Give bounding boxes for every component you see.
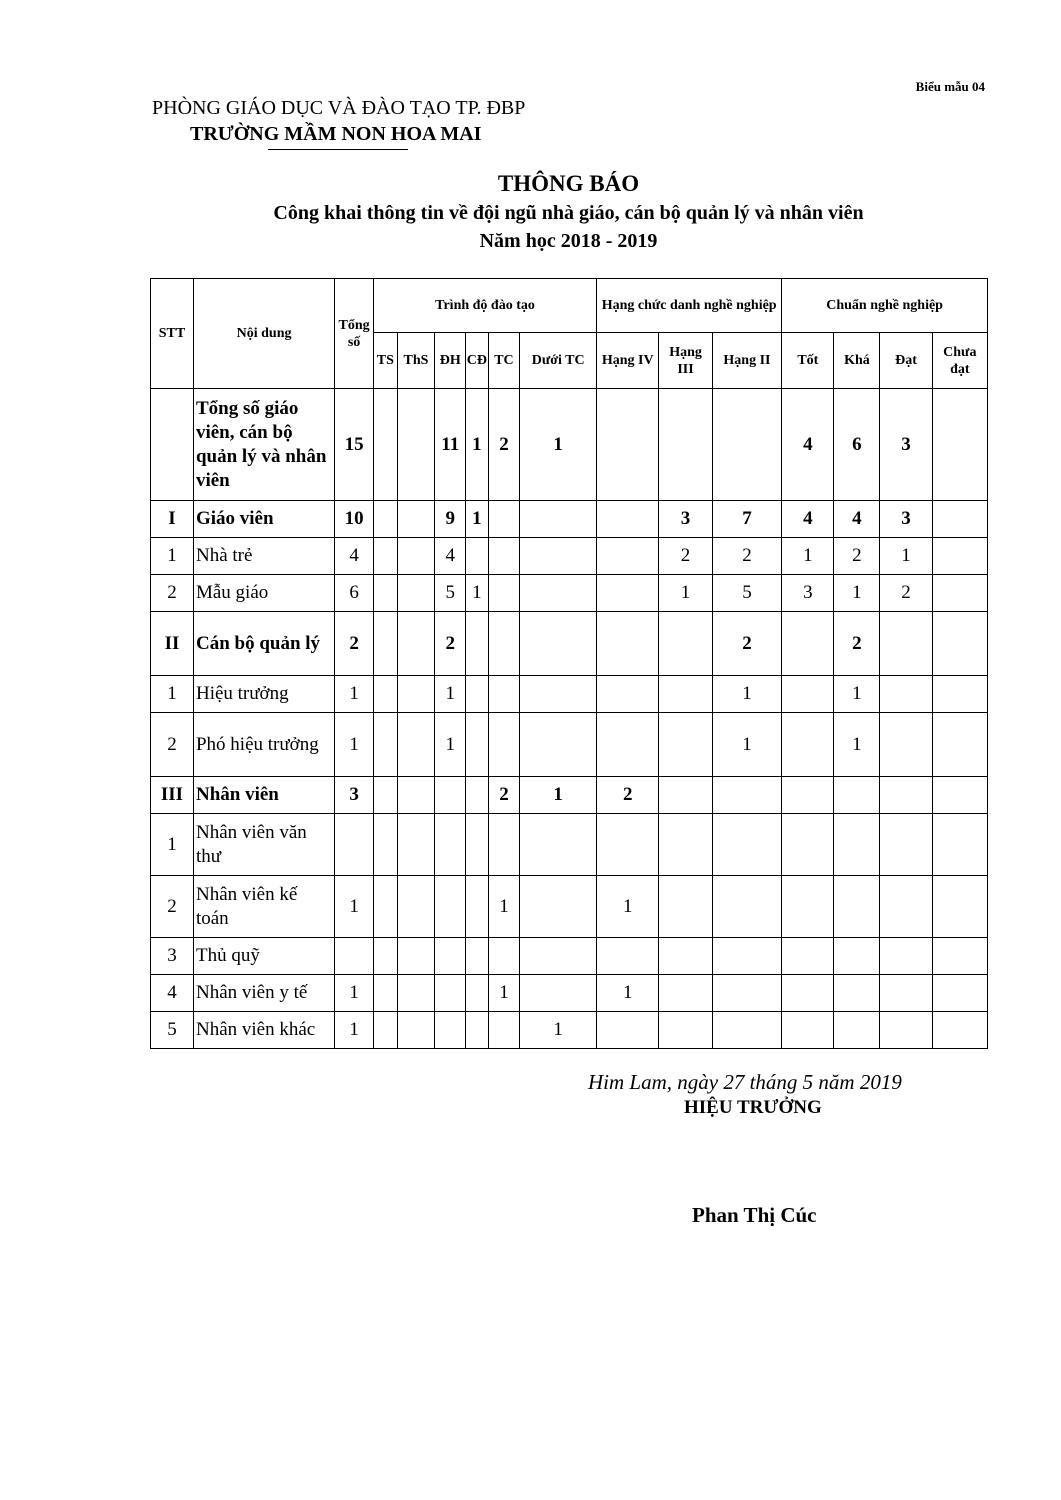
cell-hang-ii [712, 1012, 782, 1049]
cell-hang-iii [659, 612, 712, 676]
cell-total: 2 [335, 612, 374, 676]
cell-ts [374, 975, 398, 1012]
cell-chua-dat [932, 777, 987, 814]
cell-kha: 6 [834, 389, 880, 501]
cell-chua-dat [932, 389, 987, 501]
cell-content: Thủ quỹ [193, 938, 334, 975]
cell-ts [374, 876, 398, 938]
cell-dat: 1 [880, 538, 932, 575]
cell-tot: 1 [782, 538, 834, 575]
cell-tot: 4 [782, 389, 834, 501]
cell-duoi-tc: 1 [520, 1012, 597, 1049]
cell-duoi-tc [520, 938, 597, 975]
cell-tc: 1 [488, 975, 520, 1012]
cell-content: Nhân viên văn thư [193, 814, 334, 876]
cell-hang-iv [597, 938, 659, 975]
cell-hang-ii: 2 [712, 612, 782, 676]
cell-cd [466, 975, 489, 1012]
cell-content: Nhân viên [193, 777, 334, 814]
cell-total: 1 [335, 876, 374, 938]
header-dh: ĐH [435, 333, 466, 389]
cell-dat: 3 [880, 501, 932, 538]
cell-tc [488, 1012, 520, 1049]
cell-tc [488, 612, 520, 676]
cell-total: 6 [335, 575, 374, 612]
cell-ths [397, 777, 435, 814]
cell-hang-iv [597, 814, 659, 876]
cell-hang-ii: 2 [712, 538, 782, 575]
cell-cd [466, 1012, 489, 1049]
cell-hang-iii: 2 [659, 538, 712, 575]
cell-tc [488, 575, 520, 612]
cell-hang-iii [659, 975, 712, 1012]
cell-stt: 3 [151, 938, 194, 975]
table-body [151, 389, 988, 1049]
cell-kha: 1 [834, 713, 880, 777]
cell-dh [435, 1012, 466, 1049]
cell-dat [880, 676, 932, 713]
cell-hang-iii [659, 389, 712, 501]
cell-stt: I [151, 501, 194, 538]
cell-tc: 1 [488, 876, 520, 938]
cell-hang-iv [597, 538, 659, 575]
cell-dat [880, 876, 932, 938]
table-row [151, 814, 988, 876]
cell-chua-dat [932, 575, 987, 612]
cell-tc [488, 814, 520, 876]
cell-chua-dat [932, 938, 987, 975]
cell-hang-iv: 1 [597, 975, 659, 1012]
table-row [151, 676, 988, 713]
cell-ts [374, 538, 398, 575]
cell-duoi-tc [520, 876, 597, 938]
cell-hang-iv [597, 389, 659, 501]
school-year: Năm học 2018 - 2019 [479, 230, 658, 252]
cell-hang-ii [712, 975, 782, 1012]
cell-ts [374, 676, 398, 713]
cell-content: Nhân viên kế toán [193, 876, 334, 938]
cell-dh [435, 814, 466, 876]
header-tc: TC [488, 333, 520, 389]
cell-content: Cán bộ quản lý [193, 612, 334, 676]
form-code: Biểu mẫu 04 [915, 79, 985, 94]
cell-hang-ii [712, 814, 782, 876]
document-subtitle: Công khai thông tin về đội ngũ nhà giáo, cán bộ quản lý và nhân viên [273, 202, 864, 224]
cell-total: 4 [335, 538, 374, 575]
table-row [151, 1012, 988, 1049]
header-duoi-tc: Dưới TC [520, 333, 597, 389]
cell-stt: 2 [151, 876, 194, 938]
cell-ts [374, 713, 398, 777]
cell-ts [374, 1012, 398, 1049]
header-ts: TS [374, 333, 398, 389]
cell-duoi-tc [520, 814, 597, 876]
cell-duoi-tc: 1 [520, 777, 597, 814]
cell-tot [782, 938, 834, 975]
header-cd: CĐ [466, 333, 489, 389]
table-row [151, 389, 988, 501]
cell-hang-ii: 7 [712, 501, 782, 538]
cell-cd [466, 814, 489, 876]
cell-hang-iii [659, 676, 712, 713]
cell-total: 1 [335, 713, 374, 777]
cell-total: 1 [335, 975, 374, 1012]
cell-ths [397, 575, 435, 612]
table-row [151, 501, 988, 538]
cell-stt: 2 [151, 713, 194, 777]
cell-hang-iii: 1 [659, 575, 712, 612]
cell-dh: 9 [435, 501, 466, 538]
cell-ths [397, 501, 435, 538]
cell-kha [834, 876, 880, 938]
cell-content: Nhân viên khác [193, 1012, 334, 1049]
cell-dat [880, 713, 932, 777]
cell-chua-dat [932, 1012, 987, 1049]
signer-name: Phan Thị Cúc [692, 1203, 817, 1227]
cell-kha: 2 [834, 538, 880, 575]
cell-total [335, 938, 374, 975]
cell-hang-ii: 1 [712, 713, 782, 777]
table-row [151, 975, 988, 1012]
cell-hang-ii [712, 938, 782, 975]
cell-hang-iii [659, 777, 712, 814]
cell-cd [466, 777, 489, 814]
cell-tc [488, 938, 520, 975]
cell-duoi-tc [520, 501, 597, 538]
cell-duoi-tc [520, 538, 597, 575]
cell-total: 15 [335, 389, 374, 501]
cell-cd [466, 676, 489, 713]
cell-tc: 2 [488, 389, 520, 501]
cell-stt: II [151, 612, 194, 676]
cell-cd [466, 612, 489, 676]
cell-chua-dat [932, 612, 987, 676]
cell-tot [782, 777, 834, 814]
cell-hang-iv [597, 612, 659, 676]
cell-tc [488, 501, 520, 538]
cell-hang-ii [712, 777, 782, 814]
cell-stt: 2 [151, 575, 194, 612]
cell-ts [374, 777, 398, 814]
cell-cd: 1 [466, 501, 489, 538]
cell-dat [880, 1012, 932, 1049]
cell-kha: 4 [834, 501, 880, 538]
table-row [151, 938, 988, 975]
cell-dat [880, 814, 932, 876]
school-underline [268, 149, 408, 150]
table-row [151, 777, 988, 814]
cell-ths [397, 938, 435, 975]
cell-dat: 3 [880, 389, 932, 501]
cell-hang-iii [659, 713, 712, 777]
header-chua-dat: Chưa đạt [932, 333, 987, 389]
header-rank: Hạng chức danh nghề nghiệp [597, 279, 782, 333]
cell-ths [397, 612, 435, 676]
cell-ths [397, 676, 435, 713]
cell-duoi-tc: 1 [520, 389, 597, 501]
cell-total [335, 814, 374, 876]
cell-kha [834, 814, 880, 876]
cell-total: 3 [335, 777, 374, 814]
cell-tc [488, 713, 520, 777]
header-content: Nội dung [193, 279, 334, 389]
cell-duoi-tc [520, 612, 597, 676]
cell-tot [782, 975, 834, 1012]
header-stt: STT [151, 279, 194, 389]
department-name: PHÒNG GIÁO DỤC VÀ ĐÀO TẠO TP. ĐBP [152, 97, 526, 119]
table-row [151, 575, 988, 612]
cell-kha [834, 777, 880, 814]
cell-hang-iii: 3 [659, 501, 712, 538]
cell-hang-ii: 5 [712, 575, 782, 612]
cell-tot [782, 876, 834, 938]
cell-content: Nhà trẻ [193, 538, 334, 575]
cell-tc [488, 676, 520, 713]
cell-dat [880, 938, 932, 975]
cell-ths [397, 876, 435, 938]
cell-hang-iv: 2 [597, 777, 659, 814]
cell-ts [374, 501, 398, 538]
header-hang-iii: Hạng III [659, 333, 712, 389]
cell-duoi-tc [520, 713, 597, 777]
cell-hang-iv [597, 1012, 659, 1049]
cell-hang-ii: 1 [712, 676, 782, 713]
cell-dh [435, 938, 466, 975]
header-tot: Tốt [782, 333, 834, 389]
staff-table [150, 278, 988, 1049]
cell-ts [374, 389, 398, 501]
cell-chua-dat [932, 713, 987, 777]
cell-ths [397, 1012, 435, 1049]
cell-chua-dat [932, 676, 987, 713]
cell-content: Phó hiệu trưởng [193, 713, 334, 777]
cell-tot: 4 [782, 501, 834, 538]
header-training: Trình độ đào tạo [374, 279, 597, 333]
cell-hang-iii [659, 1012, 712, 1049]
cell-ths [397, 713, 435, 777]
cell-hang-ii [712, 876, 782, 938]
cell-content: Nhân viên y tế [193, 975, 334, 1012]
header-dat: Đạt [880, 333, 932, 389]
cell-stt: 5 [151, 1012, 194, 1049]
cell-stt: 1 [151, 676, 194, 713]
cell-chua-dat [932, 538, 987, 575]
table-row [151, 713, 988, 777]
cell-hang-iv [597, 575, 659, 612]
cell-chua-dat [932, 814, 987, 876]
table-row [151, 538, 988, 575]
cell-dh: 1 [435, 713, 466, 777]
cell-kha [834, 938, 880, 975]
cell-tot: 3 [782, 575, 834, 612]
cell-content: Giáo viên [193, 501, 334, 538]
cell-dat [880, 975, 932, 1012]
cell-stt [151, 389, 194, 501]
table-row [151, 876, 988, 938]
cell-cd [466, 538, 489, 575]
cell-duoi-tc [520, 975, 597, 1012]
cell-dat: 2 [880, 575, 932, 612]
school-name: TRƯỜNG MẦM NON HOA MAI [190, 123, 482, 145]
header-ths: ThS [397, 333, 435, 389]
cell-content: Tổng số giáo viên, cán bộ quản lý và nhân viên [193, 389, 334, 501]
place-date: Him Lam, ngày 27 tháng 5 năm 2019 [588, 1070, 902, 1094]
cell-ths [397, 389, 435, 501]
cell-ts [374, 938, 398, 975]
cell-kha [834, 975, 880, 1012]
cell-tot [782, 713, 834, 777]
cell-tot [782, 814, 834, 876]
cell-total: 10 [335, 501, 374, 538]
cell-ths [397, 538, 435, 575]
cell-stt: III [151, 777, 194, 814]
cell-chua-dat [932, 501, 987, 538]
cell-chua-dat [932, 975, 987, 1012]
cell-stt: 4 [151, 975, 194, 1012]
cell-kha [834, 1012, 880, 1049]
cell-content: Mẫu giáo [193, 575, 334, 612]
cell-kha: 2 [834, 612, 880, 676]
cell-total: 1 [335, 1012, 374, 1049]
cell-dh: 11 [435, 389, 466, 501]
cell-dat [880, 612, 932, 676]
cell-hang-iv: 1 [597, 876, 659, 938]
cell-ths [397, 814, 435, 876]
cell-hang-iii [659, 938, 712, 975]
cell-hang-iii [659, 876, 712, 938]
cell-dh: 1 [435, 676, 466, 713]
header-total: Tổng số [335, 279, 374, 389]
cell-dh [435, 876, 466, 938]
cell-dh [435, 777, 466, 814]
cell-dh: 2 [435, 612, 466, 676]
table-row [151, 612, 988, 676]
cell-tc [488, 538, 520, 575]
cell-ts [374, 814, 398, 876]
cell-cd [466, 713, 489, 777]
cell-dh: 4 [435, 538, 466, 575]
cell-kha: 1 [834, 676, 880, 713]
header-kha: Khá [834, 333, 880, 389]
cell-cd: 1 [466, 575, 489, 612]
cell-cd [466, 938, 489, 975]
cell-kha: 1 [834, 575, 880, 612]
cell-hang-ii [712, 389, 782, 501]
cell-stt: 1 [151, 814, 194, 876]
cell-tot [782, 1012, 834, 1049]
cell-chua-dat [932, 876, 987, 938]
cell-ts [374, 575, 398, 612]
cell-cd: 1 [466, 389, 489, 501]
cell-tc: 2 [488, 777, 520, 814]
cell-total: 1 [335, 676, 374, 713]
cell-hang-iv [597, 501, 659, 538]
header-hang-ii: Hạng II [712, 333, 782, 389]
cell-ths [397, 975, 435, 1012]
cell-dh [435, 975, 466, 1012]
signer-role: HIỆU TRƯỞNG [684, 1097, 822, 1118]
cell-cd [466, 876, 489, 938]
document-title: THÔNG BÁO [497, 171, 640, 196]
cell-ts [374, 612, 398, 676]
cell-tot [782, 612, 834, 676]
cell-hang-iii [659, 814, 712, 876]
cell-dh: 5 [435, 575, 466, 612]
header-standard: Chuẩn nghề nghiệp [782, 279, 988, 333]
cell-duoi-tc [520, 676, 597, 713]
cell-hang-iv [597, 713, 659, 777]
cell-dat [880, 777, 932, 814]
cell-content: Hiệu trưởng [193, 676, 334, 713]
cell-stt: 1 [151, 538, 194, 575]
cell-tot [782, 676, 834, 713]
cell-hang-iv [597, 676, 659, 713]
header-hang-iv: Hạng IV [597, 333, 659, 389]
cell-duoi-tc [520, 575, 597, 612]
